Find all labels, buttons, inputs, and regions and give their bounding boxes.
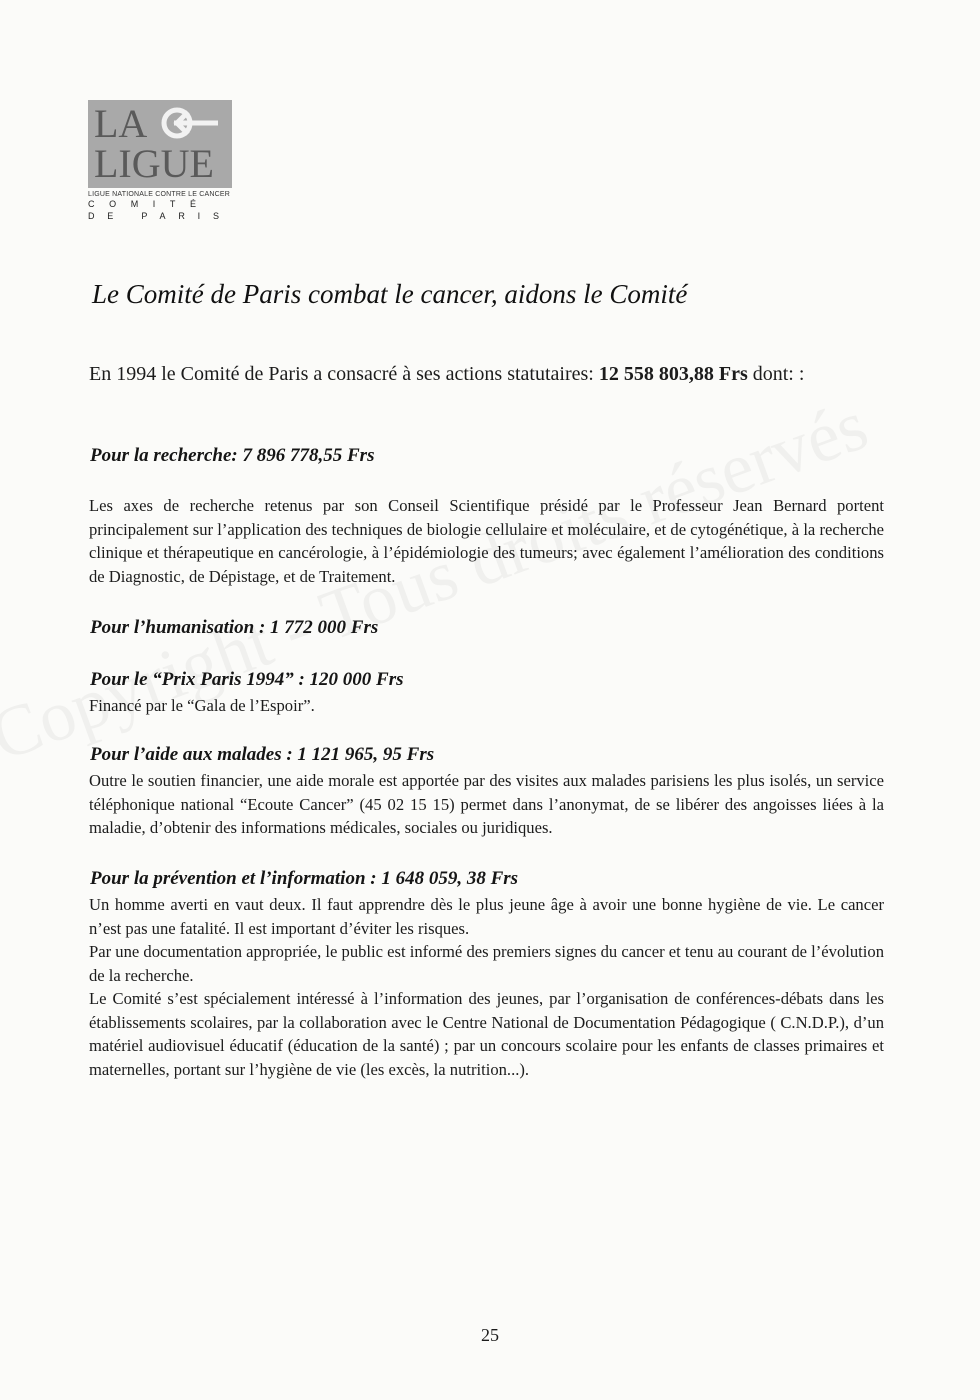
paragraph: Par une documentation appropriée, le public est informé des premiers signes du cancer et tenu au courant de l’évolution de la recherche. [89,942,884,985]
section-text-prevention [89,893,884,1081]
section-heading-aide-malades: Pour l’aide aux malades : 1 121 965, 95 Frs [90,744,435,765]
logo-box [88,100,232,188]
logo-de-paris: DE PARIS [88,211,232,221]
logo-tagline: LIGUE NATIONALE CONTRE LE CANCER [88,191,231,198]
section-heading-prevention: Pour la prévention et l’information : 1 648 059, 38 Frs [90,868,519,889]
section-heading-prix-paris: Pour le “Prix Paris 1994” : 120 000 Frs [90,669,404,690]
paragraph: Un homme averti en vaut deux. Il faut apprendre dès le plus jeune âge à avoir une bonne hygiène de vie. Le cancer n’est pas une fatalité. Il est important d’éviter les risques. [89,895,884,938]
paragraph: Outre le soutien financier, une aide morale est apportée par des visites aux malades parisiens les plus isolés, un service téléphonique national “Ecoute Cancer” (45 02 15 15) permet dans l’anonymat, de se libérer des angoisses liées à la maladie, d’obtenir des informations médicales, sociales ou juridiques. [89,771,884,837]
intro-paragraph [89,362,884,387]
intro-text: En 1994 le Comité de Paris a consacré à ses actions statutaires: [89,363,599,385]
paragraph: Financé par le “Gala de l’Espoir”. [89,696,315,715]
page-number: 25 [481,1325,499,1345]
section-text-recherche [89,494,884,588]
intro-amount: 12 558 803,88 Frs [598,363,748,385]
arrow-emblem-icon [160,106,222,140]
section-heading-humanisation: Pour l’humanisation : 1 772 000 Frs [90,617,379,638]
logo-line-1: LA [94,101,148,146]
logo-comite: COMITÉ [88,199,211,209]
page-title: Le Comité de Paris combat le cancer, aidons le Comité [92,279,688,309]
section-text-prix-paris [89,694,884,718]
paragraph: Le Comité s’est spécialement intéressé à l’information des jeunes, par l’organisation de conférences-débats dans les établissements scolaires, par la collaboration avec le Centre National de Documentation Pédagogique ( C.N.D.P.), d’un matériel audiovisuel éducatif (éducation de la santé) ; par un concours scolaire pour les enfants de classes primaires et maternelles, portant sur l’hygiène de vie (les excès, la nutrition...). [89,989,884,1079]
intro-suffix: dont: : [747,363,805,385]
la-ligue-logo [88,100,238,222]
section-heading-recherche: Pour la recherche: 7 896 778,55 Frs [90,445,375,466]
paragraph: Les axes de recherche retenus par son Conseil Scientifique présidé par le Professeur Jean Bernard portent principalement sur l’application des techniques de biologie cellulaire et moléculaire, et de cytogénétique, à la recherche clinique et thérapeutique en cancérologie, à l’épidémiologie des tumeurs; avec également l’amélioration des conditions de Diagnostic, de Dépistage, et de Traitement. [89,496,884,586]
logo-line-2: LIGUE [94,141,214,186]
section-text-aide-malades [89,769,884,840]
